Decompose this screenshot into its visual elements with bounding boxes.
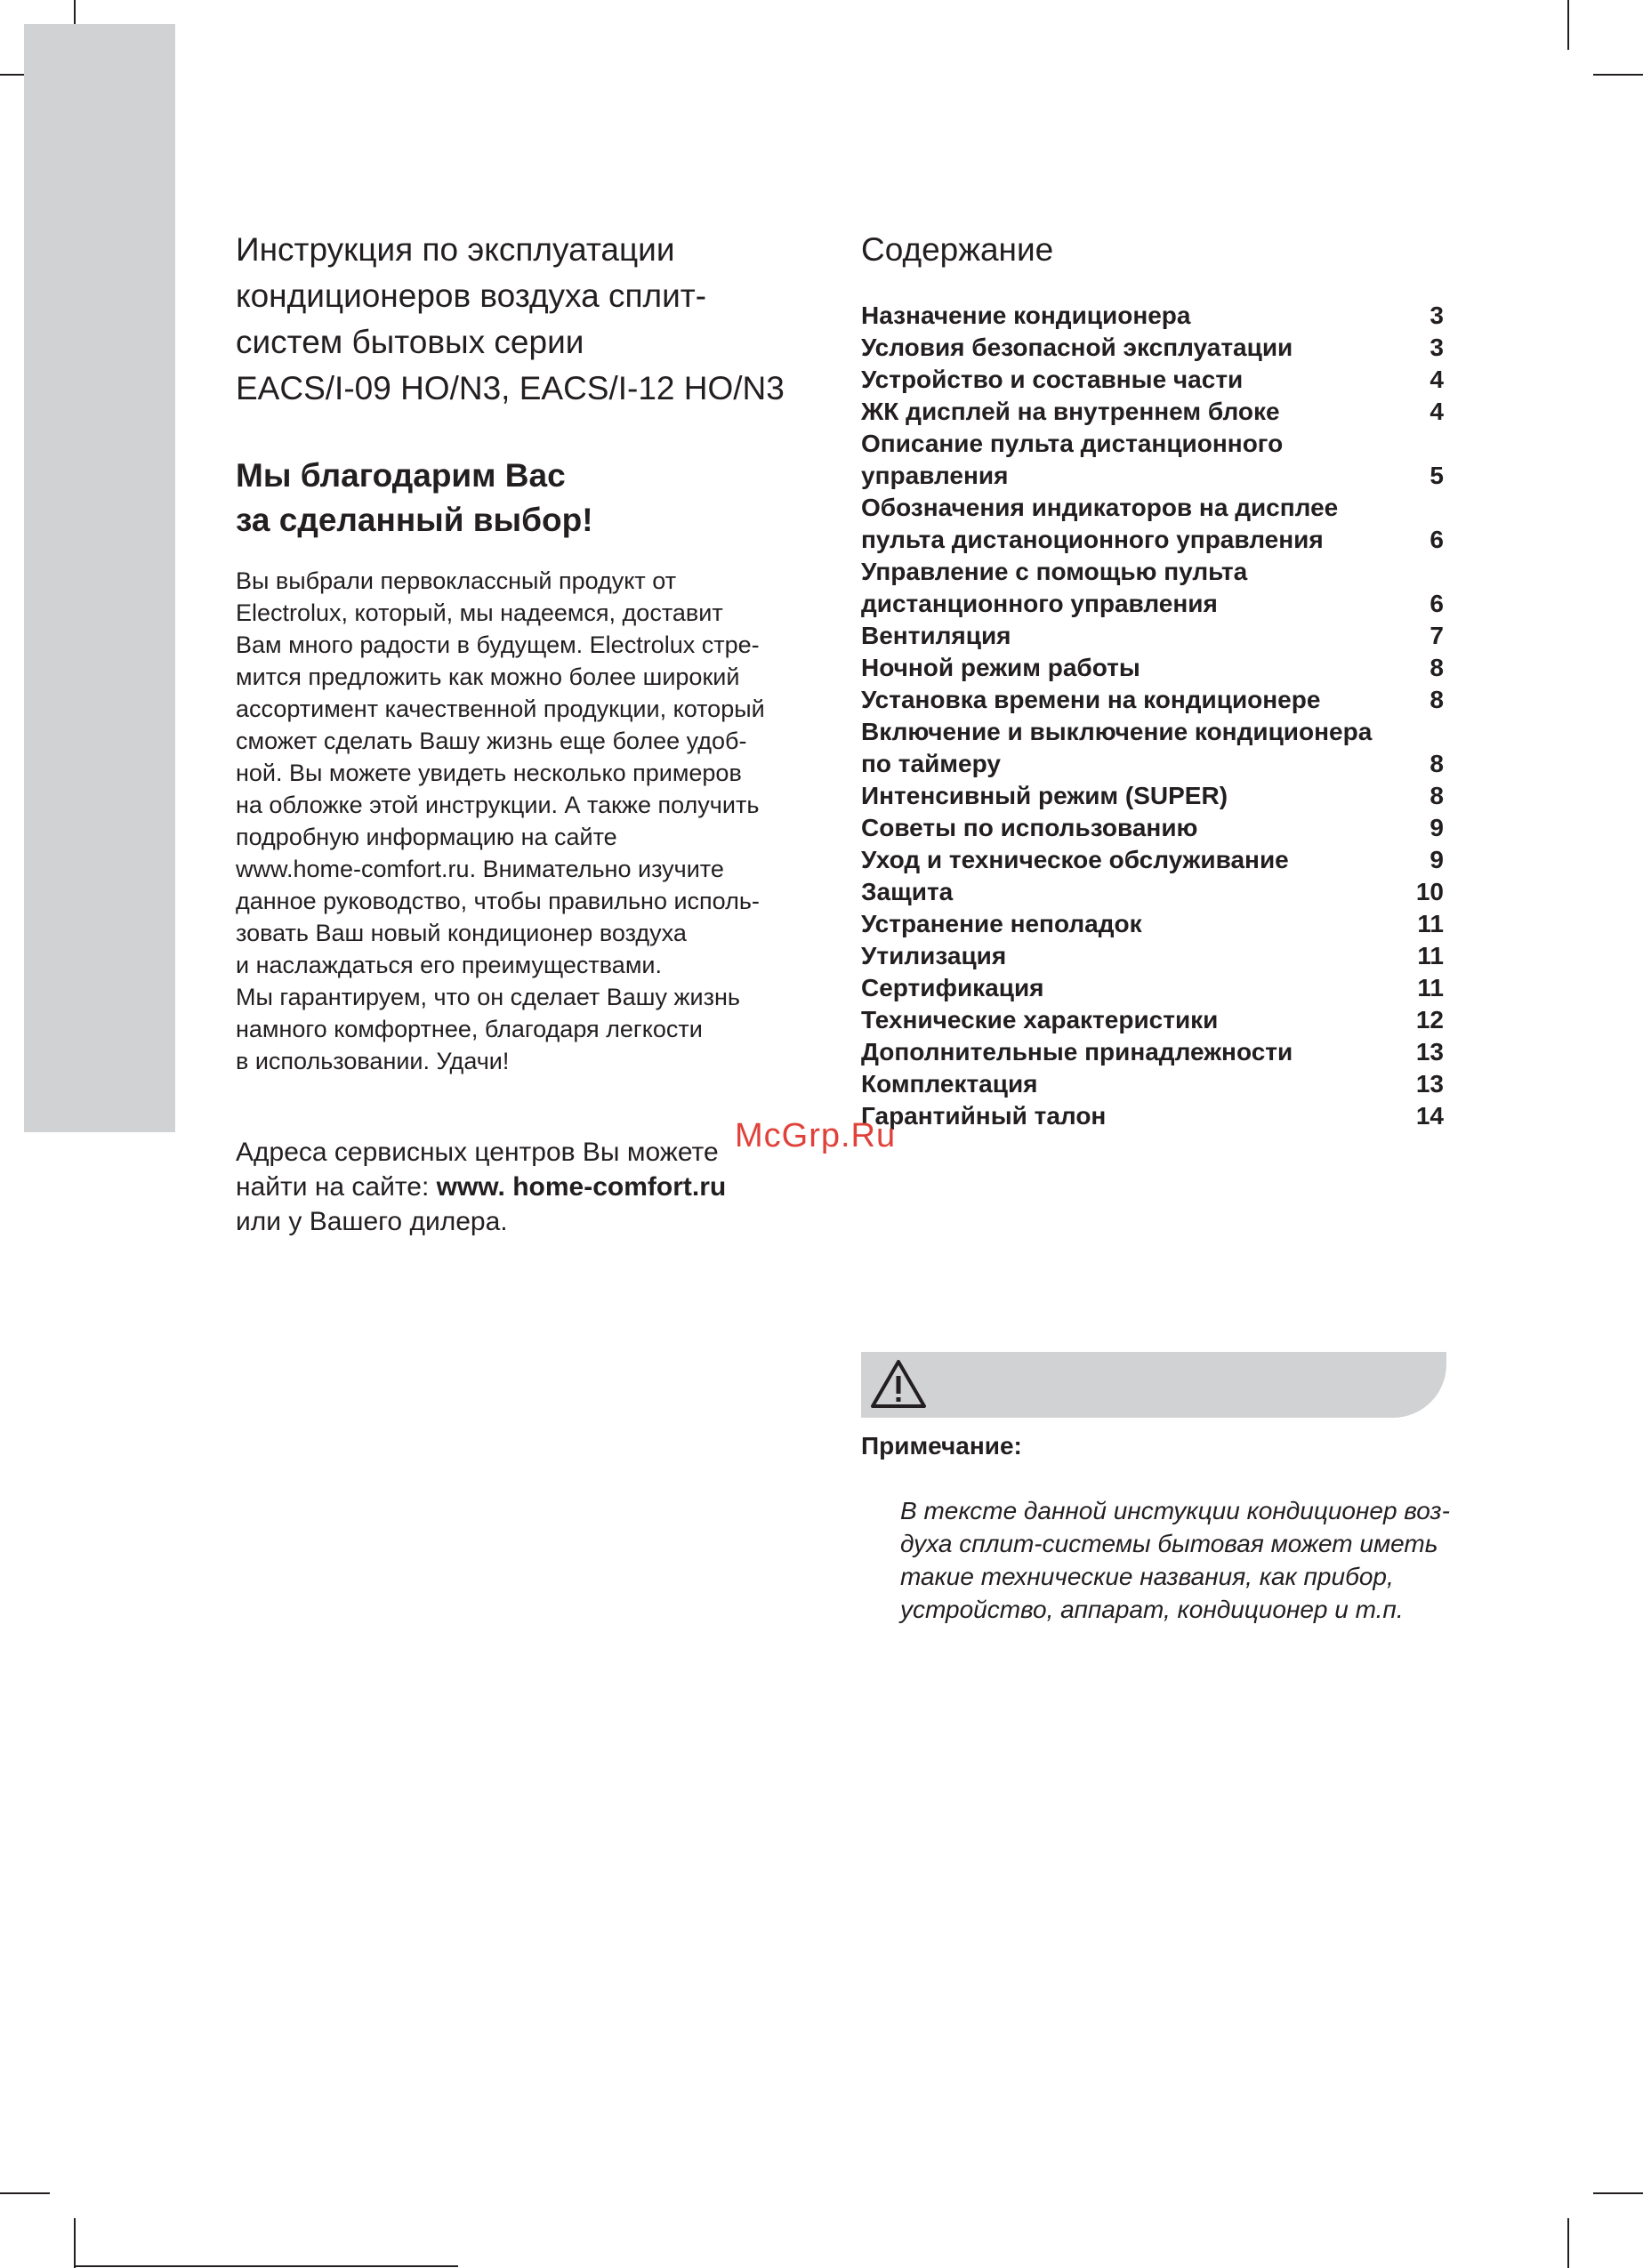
intro-line: на обложке этой инструкции. А также получить [236,792,760,818]
intro-line: сможет сделать Вашу жизнь еще более удоб- [236,728,747,754]
toc-item-title [861,716,1372,780]
service-line-prefix: найти на сайте: [236,1172,437,1202]
watermark: McGrp.Ru [735,1117,897,1154]
note-line: духа сплит-системы бытовая может иметь [900,1530,1438,1557]
service-line: или у Вашего дилера. [236,1207,508,1236]
toc-item-line: Установка времени на кондиционере [861,686,1321,713]
toc-item-line: Устранение неполадок [861,910,1142,937]
toc-item[interactable] [861,1068,1444,1100]
toc-item-title [861,1100,1106,1132]
intro-line: ной. Вы можете увидеть несколько примеров [236,760,742,786]
toc-item-title [861,1068,1038,1100]
contents-title: Содержание [861,231,1054,268]
toc-item-title [861,492,1338,556]
toc-item[interactable] [861,780,1444,812]
contents-list [861,300,1444,1132]
thanks-line: за сделанный выбор! [236,502,593,538]
toc-item-title [861,844,1289,876]
crop-mark [0,2192,50,2194]
toc-item-line: Условия безопасной эксплуатации [861,334,1293,361]
toc-item-title [861,780,1228,812]
intro-line: Electrolux, который, мы надеемся, доставит [236,599,723,626]
intro-paragraph [236,565,841,1077]
toc-item-line: Защита [861,878,954,905]
toc-item-line: Описание пульта дистанционного [861,430,1284,457]
toc-item-title [861,1036,1293,1068]
toc-item[interactable] [861,908,1444,940]
note-line: В тексте данной инстукции кондиционер воз- [900,1497,1450,1524]
toc-item-line: ЖК дисплей на внутреннем блоке [861,398,1280,425]
note-line: такие технические названия, как прибор, [900,1563,1394,1590]
toc-item-page: 8 [1430,782,1444,809]
title-line: Инструкция по эксплуатации [236,231,675,268]
toc-item-title [861,652,1140,684]
toc-item-page: 6 [1430,526,1444,553]
toc-item-page: 7 [1430,622,1444,649]
toc-item-page: 4 [1430,398,1444,425]
toc-item-line: Комплектация [861,1070,1038,1098]
toc-item[interactable] [861,556,1444,620]
crop-mark [1593,2192,1643,2194]
toc-item-title [861,396,1280,428]
toc-item-line: Ночной режим работы [861,654,1140,681]
toc-item-page: 8 [1430,750,1444,777]
toc-item[interactable] [861,396,1444,428]
toc-item[interactable] [861,492,1444,556]
toc-item-title [861,940,1006,972]
toc-item[interactable] [861,812,1444,844]
intro-line: и наслаждаться его преимуществами. [236,952,662,978]
document-title [236,227,841,412]
toc-item-title [861,684,1320,716]
toc-item-title [861,364,1243,396]
toc-item[interactable] [861,876,1444,908]
toc-item-title [861,908,1142,940]
toc-item-page: 6 [1430,590,1444,617]
crop-mark [1593,74,1643,76]
intro-line: www.home-comfort.ru. Внимательно изучите [236,856,724,882]
toc-item-line: Назначение кондиционера [861,302,1191,329]
right-column [861,227,1444,1132]
toc-item[interactable] [861,652,1444,684]
toc-item-line: Сертификация [861,974,1044,1001]
toc-item-title [861,812,1197,844]
service-line: Адреса сервисных центров Вы можете [236,1138,719,1167]
toc-item[interactable] [861,1004,1444,1036]
toc-item-page: 9 [1430,814,1444,841]
crop-mark [1567,2218,1569,2268]
thanks-heading [236,454,841,543]
intro-line: Мы гарантируем, что он сделает Вашу жизнь [236,984,740,1010]
toc-item-line: Устройство и составные части [861,366,1244,393]
toc-item-title [861,556,1247,620]
toc-item[interactable] [861,1100,1444,1132]
toc-item-line: дистанционного управления [861,590,1218,617]
toc-item-title [861,332,1293,364]
toc-item[interactable] [861,716,1444,780]
toc-item-page: 14 [1415,1102,1444,1130]
toc-item-page: 8 [1430,654,1444,681]
note-line: устройство, аппарат, кондиционер и т.п. [900,1596,1404,1623]
toc-item[interactable] [861,364,1444,396]
toc-item-page: 8 [1430,686,1444,713]
toc-item-page: 3 [1430,302,1444,329]
toc-item-title [861,876,953,908]
left-column [236,227,841,1239]
toc-item-line: по таймеру [861,750,1001,777]
intro-line: ассортимент качественной продукции, который [236,696,765,722]
toc-item-line: Обозначения индикаторов на дисплее [861,494,1339,521]
toc-item-line: Включение и выключение кондиционера [861,718,1373,745]
toc-item-page: 9 [1430,846,1444,873]
toc-item-line: пульта дистаноционного управления [861,526,1324,553]
thanks-line: Мы благодарим Вас [236,457,566,494]
note-header-bar [861,1352,1446,1418]
toc-item[interactable] [861,844,1444,876]
toc-item-line: Интенсивный режим (SUPER) [861,782,1228,809]
toc-item-line: Технические характеристики [861,1006,1219,1033]
toc-item-page: 11 [1417,910,1444,937]
title-line: кондиционеров воздуха сплит- [236,277,707,314]
toc-item[interactable] [861,620,1444,652]
toc-item[interactable] [861,684,1444,716]
toc-item-page: 13 [1415,1038,1444,1066]
toc-item-title [861,1004,1218,1036]
toc-item-title [861,620,1011,652]
toc-item-title [861,428,1283,492]
toc-item-page: 11 [1417,942,1444,969]
toc-item-line: Уход и техническое обслуживание [861,846,1289,873]
title-line: систем бытовых серии [236,324,584,360]
toc-item-line: управления [861,462,1009,489]
intro-line: Вы выбрали первоклассный продукт от [236,567,677,594]
toc-item[interactable] [861,428,1444,492]
toc-item-page: 3 [1430,334,1444,361]
toc-item-line: Управление с помощью пульта [861,558,1248,585]
toc-item-page: 13 [1415,1070,1444,1098]
toc-item[interactable] [861,972,1444,1004]
toc-item[interactable] [861,1036,1444,1068]
warning-triangle-icon [870,1358,927,1410]
crop-mark [74,2218,76,2268]
intro-line: намного комфортнее, благодаря легкости [236,1016,703,1042]
toc-item[interactable] [861,332,1444,364]
intro-line: мится предложить как можно более широкий [236,664,740,690]
crop-mark [1567,0,1569,50]
side-color-band [24,24,175,1132]
toc-item-title [861,300,1190,332]
website-link[interactable]: www. home-comfort.ru [436,1172,727,1202]
note-label: Примечание: [861,1432,1022,1460]
toc-item-line: Гарантийный талон [861,1102,1107,1130]
toc-item-page: 5 [1430,462,1444,489]
intro-line: подробную информацию на сайте [236,824,617,850]
toc-item[interactable] [861,300,1444,332]
toc-item-page: 12 [1415,1006,1444,1033]
intro-line: зовать Ваш новый кондиционер воздуха [236,920,687,946]
toc-item[interactable] [861,940,1444,972]
toc-item-line: Вентиляция [861,622,1011,649]
title-line: EACS/I-09 HO/N3, EACS/I-12 HO/N3 [236,370,785,406]
toc-item-page: 4 [1430,366,1444,393]
toc-item-title [861,972,1044,1004]
toc-item-page: 11 [1417,974,1444,1001]
service-line [236,1170,841,1204]
page-bottom-rule [76,2265,458,2267]
toc-item-line: Утилизация [861,942,1007,969]
note-text [900,1494,1450,1626]
intro-line: данное руководство, чтобы правильно исполь- [236,888,760,914]
toc-item-line: Дополнительные принадлежности [861,1038,1293,1066]
intro-line: в использовании. Удачи! [236,1048,510,1074]
intro-line: Вам много радости в будущем. Electrolux стре- [236,631,760,658]
toc-item-page: 10 [1415,878,1444,905]
toc-item-line: Советы по использованию [861,814,1198,841]
